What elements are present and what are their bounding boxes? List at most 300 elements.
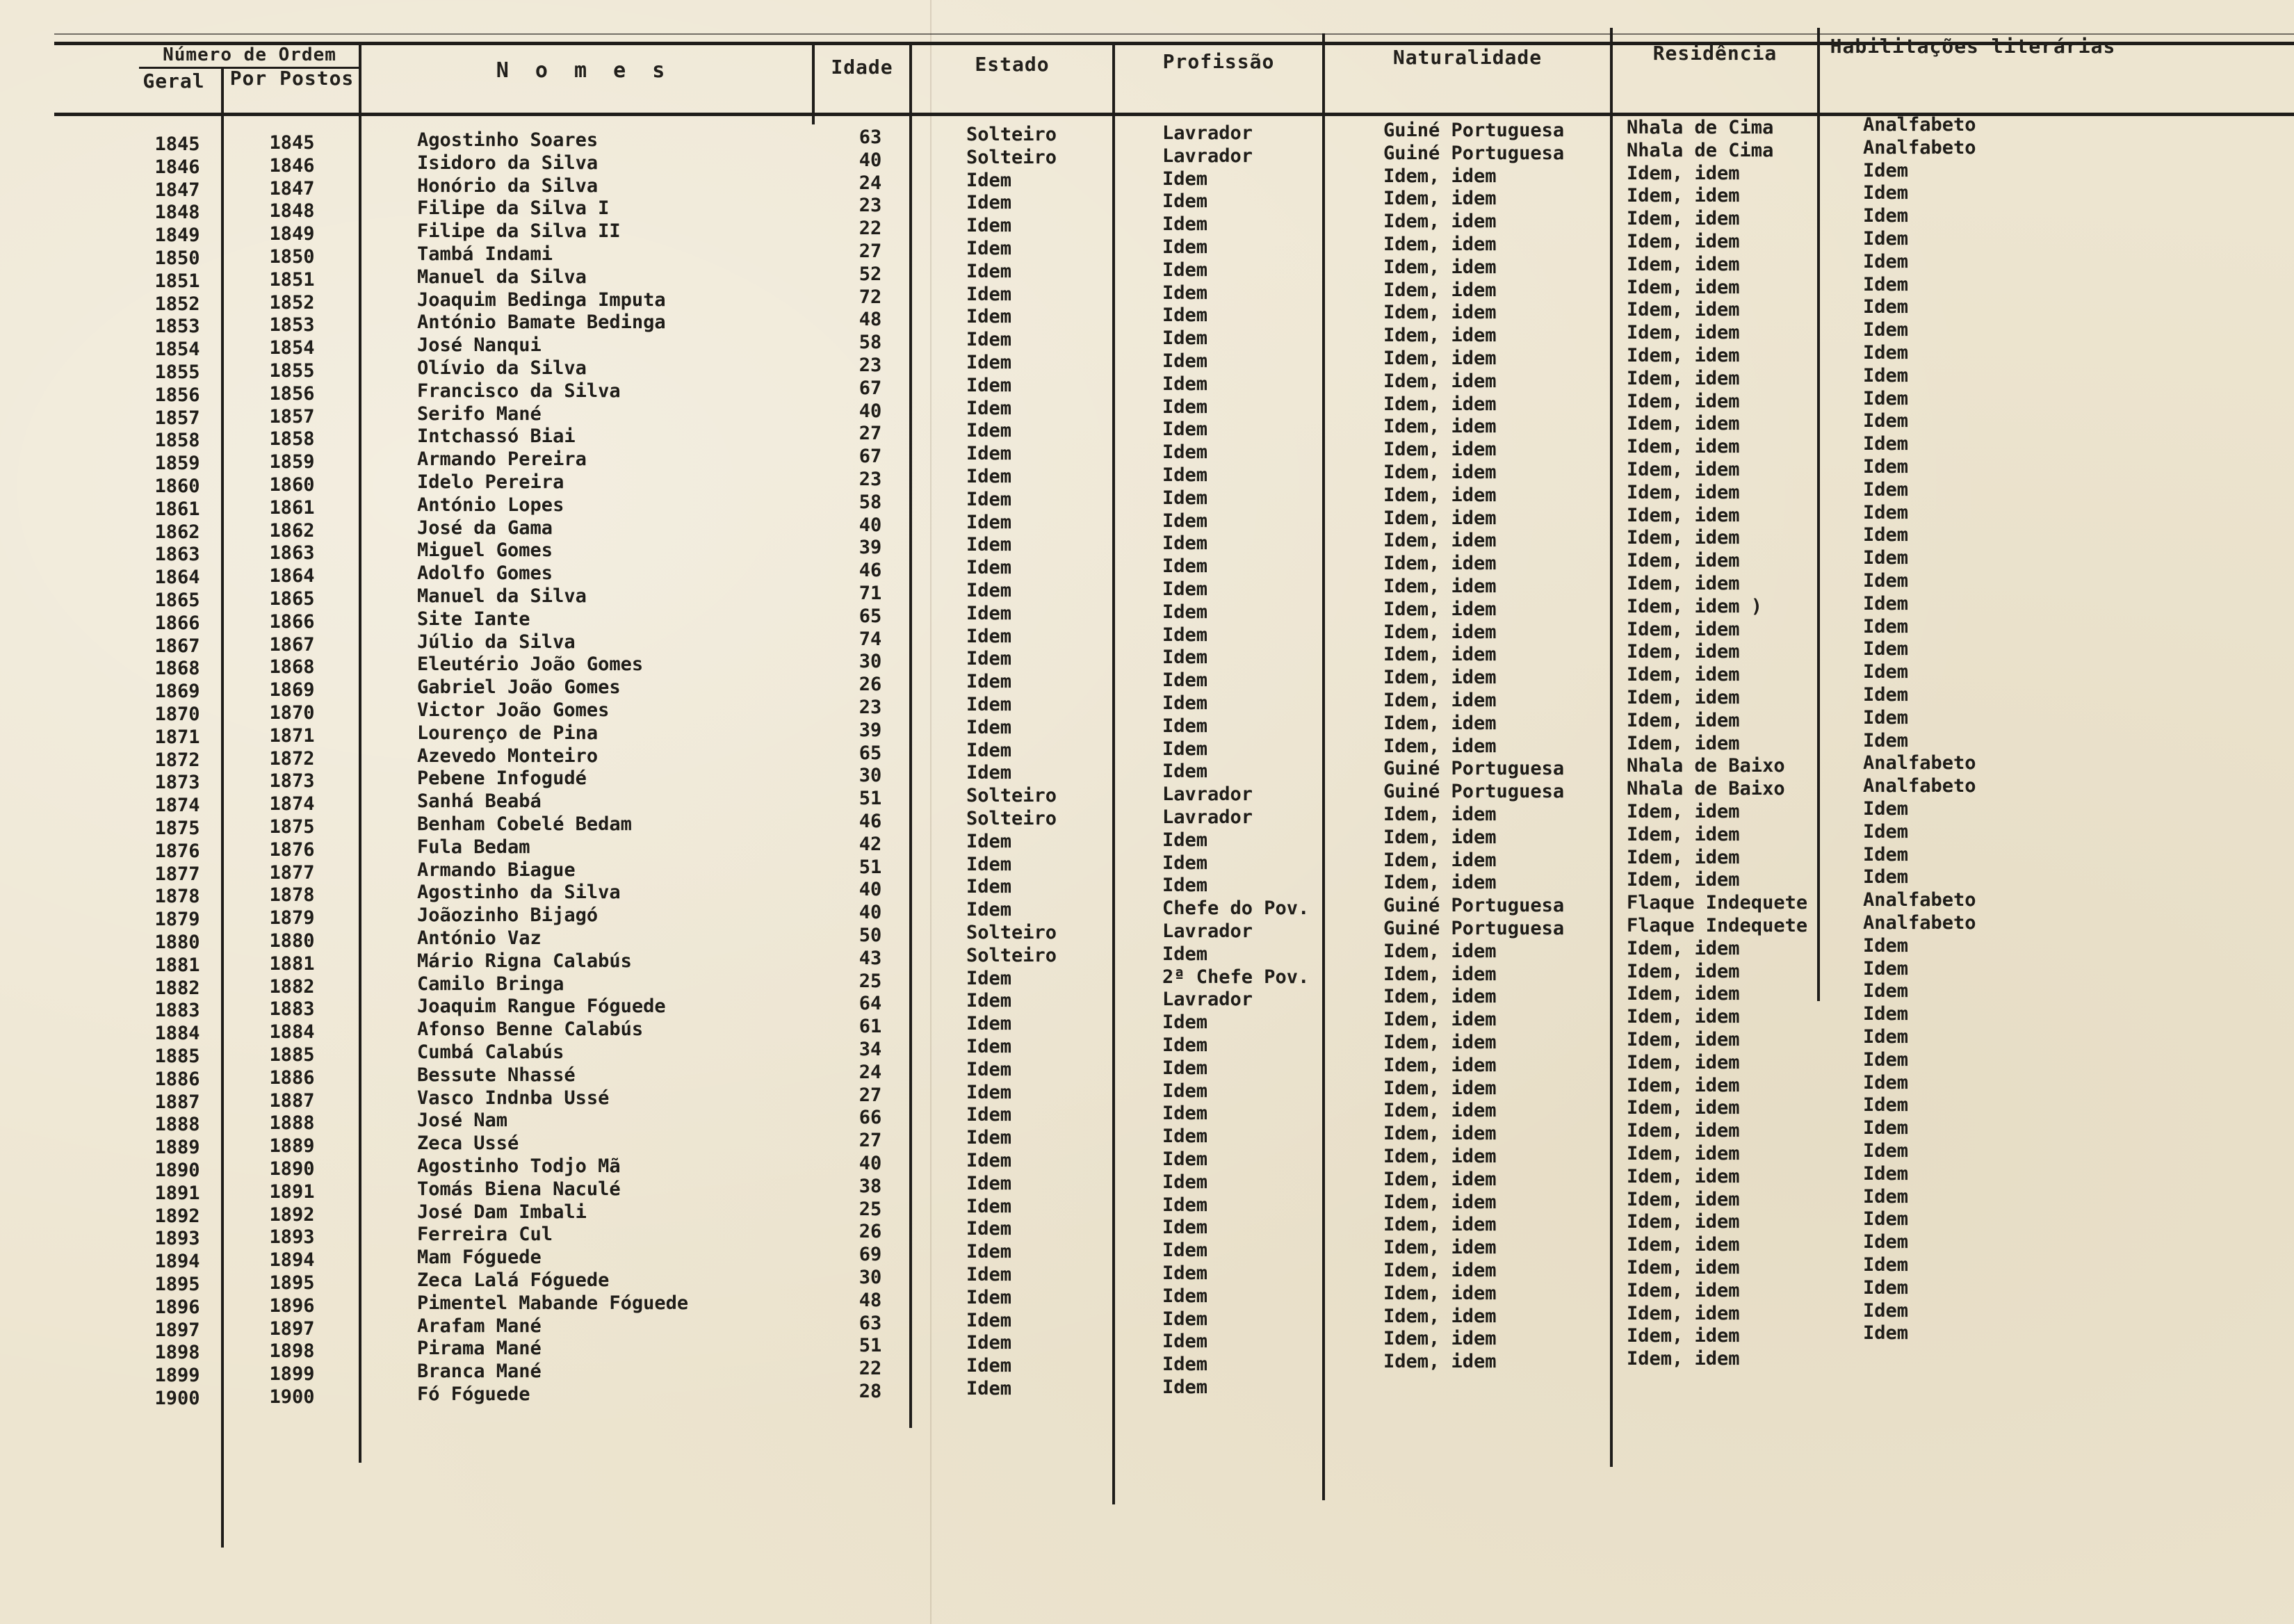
cell-profissao: Idem — [1162, 555, 1208, 578]
cell-idade: 25 — [859, 1198, 882, 1220]
cell-profissao: Idem — [1162, 1148, 1208, 1170]
cell-habilitacoes: Idem — [1863, 957, 1909, 980]
cell-naturalidade: Idem, idem — [1383, 1282, 1497, 1304]
header-nomes: N o m e s — [496, 58, 672, 83]
cell-estado: Idem — [966, 511, 1012, 533]
cell-residencia: Idem, idem — [1627, 185, 1740, 207]
cell-nome: Fó Fóguede — [417, 1383, 530, 1405]
cell-naturalidade: Idem, idem — [1383, 1146, 1497, 1167]
cell-nome: Cumbá Calabús — [417, 1041, 564, 1063]
cell-geral: 1857 — [154, 407, 200, 429]
cell-residencia: Nhala de Cima — [1627, 117, 1774, 138]
cell-nome: Ferreira Cul — [417, 1224, 553, 1246]
cell-postos: 1885 — [269, 1044, 315, 1066]
cell-profissao: Idem — [1162, 304, 1208, 327]
cell-nome: Joaquim Bedinga Imputa — [417, 289, 666, 311]
cell-habilitacoes: Idem — [1863, 1117, 1909, 1139]
cell-profissao: Idem — [1162, 441, 1208, 464]
cell-postos: 1860 — [269, 474, 315, 496]
cell-profissao: Idem — [1162, 1103, 1208, 1125]
cell-idade: 66 — [859, 1107, 882, 1129]
cell-naturalidade: Idem, idem — [1383, 256, 1497, 278]
cell-residencia: Idem, idem — [1627, 573, 1740, 594]
col-rule-residencia — [1610, 28, 1613, 1467]
cell-profissao: Idem — [1162, 624, 1208, 646]
cell-habilitacoes: Idem — [1863, 661, 1909, 683]
cell-residencia: Idem, idem — [1627, 550, 1740, 572]
cell-postos: 1891 — [269, 1180, 315, 1203]
cell-naturalidade: Idem, idem — [1383, 667, 1497, 689]
cell-postos: 1848 — [269, 200, 315, 222]
cell-estado: Idem — [966, 238, 1012, 259]
cell-idade: 24 — [859, 1061, 882, 1083]
cell-residencia: Idem, idem — [1627, 709, 1740, 731]
cell-idade: 65 — [859, 605, 882, 627]
cell-geral: 1895 — [154, 1274, 200, 1295]
cell-profissao: Idem — [1162, 1331, 1208, 1353]
cell-habilitacoes: Idem — [1863, 934, 1909, 957]
cell-naturalidade: Idem, idem — [1383, 804, 1497, 825]
cell-residencia: Idem, idem ) — [1627, 595, 1763, 617]
cell-residencia: Idem, idem — [1627, 960, 1740, 982]
cell-residencia: Flaque Indequete — [1627, 892, 1808, 914]
cell-estado: Idem — [966, 488, 1012, 510]
cell-estado: Idem — [966, 739, 1012, 761]
cell-habilitacoes: Idem — [1863, 1003, 1909, 1025]
cell-estado: Idem — [966, 1013, 1012, 1035]
cell-profissao: Lavrador — [1162, 145, 1253, 167]
cell-geral: 1861 — [154, 498, 200, 520]
cell-nome: Tambá Indami — [417, 243, 553, 265]
cell-naturalidade: Idem, idem — [1383, 1328, 1497, 1350]
cell-naturalidade: Idem, idem — [1383, 507, 1497, 529]
cell-idade: 34 — [859, 1039, 882, 1060]
cell-postos: 1879 — [269, 907, 315, 929]
cell-residencia: Idem, idem — [1627, 504, 1740, 526]
cell-profissao: Idem — [1162, 829, 1208, 851]
cell-idade: 58 — [859, 332, 882, 354]
cell-postos: 1876 — [269, 838, 315, 861]
cell-idade: 27 — [859, 1084, 882, 1106]
cell-habilitacoes: Idem — [1863, 319, 1909, 341]
cell-naturalidade: Guiné Portuguesa — [1383, 781, 1565, 803]
cell-idade: 51 — [859, 788, 882, 810]
cell-postos: 1884 — [269, 1021, 315, 1044]
cell-naturalidade: Idem, idem — [1383, 234, 1497, 255]
cell-estado: Idem — [966, 1218, 1012, 1240]
cell-residencia: Idem, idem — [1627, 276, 1740, 298]
cell-nome: Filipe da Silva II — [417, 220, 621, 243]
cell-nome: Isidoro da Silva — [417, 152, 599, 174]
cell-geral: 1864 — [154, 567, 200, 589]
cell-naturalidade: Idem, idem — [1383, 1305, 1497, 1327]
cell-nome: Branca Mané — [417, 1361, 542, 1383]
cell-geral: 1865 — [154, 590, 200, 611]
cell-naturalidade: Idem, idem — [1383, 690, 1497, 711]
cell-residencia: Idem, idem — [1627, 1188, 1740, 1210]
cell-postos: 1856 — [269, 382, 315, 405]
cell-estado: Idem — [966, 1150, 1012, 1171]
cell-profissao: Idem — [1162, 327, 1208, 350]
cell-idade: 63 — [859, 127, 882, 148]
cell-profissao: 2ª Chefe Pov. — [1162, 966, 1310, 988]
cell-geral: 1866 — [154, 612, 200, 634]
cell-estado: Idem — [966, 374, 1012, 396]
header-por-postos: Por Postos — [229, 67, 355, 90]
cell-habilitacoes: Idem — [1863, 1140, 1909, 1162]
cell-naturalidade: Idem, idem — [1383, 1054, 1497, 1076]
cell-estado: Idem — [966, 762, 1012, 784]
cell-profissao: Idem — [1162, 601, 1208, 623]
cell-geral: 1848 — [154, 202, 200, 224]
cell-habilitacoes: Analfabeto — [1863, 889, 1976, 911]
cell-estado: Idem — [966, 830, 1012, 852]
cell-naturalidade: Idem, idem — [1383, 598, 1497, 620]
cell-habilitacoes: Idem — [1863, 273, 1909, 295]
cell-geral: 1852 — [154, 293, 200, 315]
cell-estado: Idem — [966, 876, 1012, 898]
cell-geral: 1856 — [154, 384, 200, 406]
cell-residencia: Idem, idem — [1627, 1074, 1740, 1096]
cell-residencia: Idem, idem — [1627, 801, 1740, 822]
cell-naturalidade: Idem, idem — [1383, 462, 1497, 483]
cell-nome: Agostinho da Silva — [417, 882, 621, 904]
cell-profissao: Idem — [1162, 578, 1208, 600]
cell-nome: Arafam Mané — [417, 1315, 542, 1337]
cell-nome: Pimentel Mabande Fóguede — [417, 1292, 689, 1314]
cell-nome: Manuel da Silva — [417, 266, 587, 288]
cell-geral: 1863 — [154, 544, 200, 566]
cell-habilitacoes: Idem — [1863, 433, 1909, 455]
cell-idade: 25 — [859, 970, 882, 992]
header-estado: Estado — [975, 53, 1050, 76]
cell-profissao: Chefe do Pov. — [1162, 898, 1310, 920]
cell-geral: 1874 — [154, 795, 200, 817]
cell-geral: 1886 — [154, 1068, 200, 1090]
cell-profissao: Idem — [1162, 669, 1208, 692]
cell-naturalidade: Idem, idem — [1383, 621, 1497, 643]
cell-idade: 48 — [859, 1289, 882, 1311]
cell-postos: 1894 — [269, 1249, 315, 1272]
cell-idade: 39 — [859, 537, 882, 559]
cell-idade: 30 — [859, 765, 882, 787]
cell-habilitacoes: Idem — [1863, 296, 1909, 318]
cell-habilitacoes: Idem — [1863, 456, 1909, 478]
cell-estado: Idem — [966, 625, 1012, 647]
cell-estado: Idem — [966, 967, 1012, 989]
cell-profissao: Idem — [1162, 715, 1208, 737]
cell-estado: Idem — [966, 602, 1012, 624]
cell-estado: Idem — [966, 260, 1012, 282]
cell-habilitacoes: Idem — [1863, 1231, 1909, 1253]
cell-postos: 1899 — [269, 1363, 315, 1386]
cell-postos: 1890 — [269, 1158, 315, 1180]
cell-profissao: Idem — [1162, 738, 1208, 760]
cell-postos: 1866 — [269, 610, 315, 633]
cell-residencia: Idem, idem — [1627, 846, 1740, 868]
cell-estado: Idem — [966, 1355, 1012, 1377]
cell-naturalidade: Idem, idem — [1383, 1237, 1497, 1259]
cell-geral: 1867 — [154, 635, 200, 657]
cell-habilitacoes: Idem — [1863, 228, 1909, 250]
cell-postos: 1882 — [269, 975, 315, 998]
cell-estado: Idem — [966, 466, 1012, 487]
cell-nome: Lourenço de Pina — [417, 722, 599, 744]
cell-idade: 27 — [859, 1130, 882, 1152]
cell-nome: Victor João Gomes — [417, 699, 610, 721]
cell-estado: Idem — [966, 443, 1012, 465]
cell-postos: 1898 — [269, 1340, 315, 1363]
cell-residencia: Idem, idem — [1627, 299, 1740, 321]
cell-habilitacoes: Idem — [1863, 592, 1909, 615]
cell-idade: 72 — [859, 286, 882, 308]
cell-estado: Idem — [966, 990, 1012, 1012]
cell-estado: Idem — [966, 397, 1012, 419]
cell-residencia: Idem, idem — [1627, 1279, 1740, 1301]
cell-naturalidade: Idem, idem — [1383, 712, 1497, 734]
cell-postos: 1886 — [269, 1066, 315, 1089]
cell-residencia: Idem, idem — [1627, 1006, 1740, 1028]
cell-naturalidade: Idem, idem — [1383, 165, 1497, 187]
cell-nome: Pebene Infogudé — [417, 768, 587, 790]
cell-habilitacoes: Analfabeto — [1863, 912, 1976, 934]
cell-residencia: Idem, idem — [1627, 253, 1740, 275]
cell-habilitacoes: Idem — [1863, 684, 1909, 706]
cell-nome: Pirama Mané — [417, 1338, 542, 1360]
cell-geral: 1871 — [154, 726, 200, 748]
cell-naturalidade: Idem, idem — [1383, 348, 1497, 369]
cell-habilitacoes: Idem — [1863, 1048, 1909, 1071]
cell-geral: 1891 — [154, 1182, 200, 1204]
cell-estado: Idem — [966, 1081, 1012, 1103]
cell-residencia: Idem, idem — [1627, 618, 1740, 640]
cell-geral: 1854 — [154, 339, 200, 361]
cell-postos: 1849 — [269, 223, 315, 245]
cell-naturalidade: Idem, idem — [1383, 1077, 1497, 1099]
cell-geral: 1894 — [154, 1251, 200, 1273]
cell-geral: 1898 — [154, 1342, 200, 1364]
cell-geral: 1873 — [154, 772, 200, 794]
cell-naturalidade: Idem, idem — [1383, 1351, 1497, 1373]
cell-profissao: Idem — [1162, 487, 1208, 509]
cell-habilitacoes: Idem — [1863, 182, 1909, 204]
cell-naturalidade: Idem, idem — [1383, 1123, 1497, 1145]
cell-geral: 1897 — [154, 1319, 200, 1341]
cell-habilitacoes: Idem — [1863, 570, 1909, 592]
cell-postos: 1875 — [269, 816, 315, 838]
cell-geral: 1890 — [154, 1160, 200, 1181]
cell-estado: Idem — [966, 1264, 1012, 1285]
cell-habilitacoes: Idem — [1863, 615, 1909, 638]
cell-habilitacoes: Idem — [1863, 980, 1909, 1002]
header-idade: Idade — [831, 56, 893, 79]
cell-estado: Solteiro — [966, 922, 1057, 943]
cell-profissao: Idem — [1162, 1080, 1208, 1102]
cell-estado: Solteiro — [966, 124, 1057, 145]
cell-geral: 1875 — [154, 818, 200, 839]
cell-postos: 1865 — [269, 588, 315, 610]
cell-estado: Idem — [966, 671, 1012, 693]
cell-geral: 1889 — [154, 1137, 200, 1159]
cell-idade: 23 — [859, 697, 882, 718]
cell-naturalidade: Idem, idem — [1383, 279, 1497, 301]
cell-residencia: Idem, idem — [1627, 1143, 1740, 1164]
cell-habilitacoes: Idem — [1863, 478, 1909, 501]
cell-nome: Manuel da Silva — [417, 585, 587, 607]
cell-naturalidade: Idem, idem — [1383, 188, 1497, 210]
cell-idade: 38 — [859, 1175, 882, 1197]
cell-naturalidade: Idem, idem — [1383, 393, 1497, 415]
cell-geral: 1880 — [154, 932, 200, 953]
cell-estado: Idem — [966, 648, 1012, 670]
cell-idade: 51 — [859, 1335, 882, 1357]
cell-residencia: Idem, idem — [1627, 208, 1740, 230]
cell-geral: 1858 — [154, 430, 200, 452]
cell-geral: 1859 — [154, 453, 200, 475]
header-residencia: Residência — [1652, 42, 1778, 65]
cell-nome: Idelo Pereira — [417, 471, 564, 493]
cell-nome: José Dam Imbali — [417, 1201, 587, 1223]
cell-postos: 1851 — [269, 268, 315, 291]
cell-estado: Idem — [966, 1332, 1012, 1354]
cell-postos: 1850 — [269, 246, 315, 268]
cell-estado: Idem — [966, 1058, 1012, 1080]
col-rule-estado — [909, 44, 912, 1428]
cell-estado: Idem — [966, 557, 1012, 579]
cell-postos: 1863 — [269, 542, 315, 565]
cell-residencia: Idem, idem — [1627, 937, 1740, 959]
cell-idade: 23 — [859, 195, 882, 217]
cell-residencia: Idem, idem — [1627, 413, 1740, 435]
cell-habilitacoes: Idem — [1863, 706, 1909, 729]
cell-geral: 1885 — [154, 1046, 200, 1067]
cell-habilitacoes: Idem — [1863, 410, 1909, 432]
cell-naturalidade: Guiné Portuguesa — [1383, 142, 1565, 164]
cell-profissao: Idem — [1162, 168, 1208, 190]
cell-nome: José Nanqui — [417, 334, 542, 357]
cell-habilitacoes: Idem — [1863, 1094, 1909, 1116]
cell-habilitacoes: Analfabeto — [1863, 775, 1976, 797]
cell-geral: 1893 — [154, 1228, 200, 1250]
cell-profissao: Lavrador — [1162, 783, 1253, 806]
cell-nome: Intchassó Biai — [417, 425, 576, 448]
cell-geral: 1879 — [154, 909, 200, 931]
cell-profissao: Idem — [1162, 1194, 1208, 1216]
cell-profissao: Idem — [1162, 213, 1208, 236]
cell-naturalidade: Idem, idem — [1383, 986, 1497, 1008]
cell-habilitacoes: Idem — [1863, 820, 1909, 843]
cell-estado: Idem — [966, 1241, 1012, 1263]
cell-nome: Tomás Biena Naculé — [417, 1178, 621, 1200]
cell-residencia: Idem, idem — [1627, 823, 1740, 845]
cell-naturalidade: Idem, idem — [1383, 439, 1497, 461]
cell-naturalidade: Idem, idem — [1383, 1168, 1497, 1190]
cell-nome: Bessute Nhassé — [417, 1064, 576, 1086]
cell-estado: Idem — [966, 169, 1012, 191]
cell-profissao: Idem — [1162, 1034, 1208, 1056]
cell-habilitacoes: Idem — [1863, 1208, 1909, 1231]
cell-residencia: Idem, idem — [1627, 436, 1740, 458]
cell-postos: 1862 — [269, 519, 315, 542]
cell-nome: Armando Biague — [417, 859, 576, 881]
cell-geral: 1888 — [154, 1114, 200, 1136]
cell-postos: 1869 — [269, 679, 315, 701]
cell-habilitacoes: Idem — [1863, 638, 1909, 660]
cell-profissao: Idem — [1162, 1377, 1208, 1398]
cell-habilitacoes: Idem — [1863, 729, 1909, 752]
cell-estado: Idem — [966, 306, 1012, 328]
cell-postos: 1852 — [269, 291, 315, 314]
cell-profissao: Idem — [1162, 190, 1208, 213]
cell-residencia: Idem, idem — [1627, 345, 1740, 366]
cell-estado: Idem — [966, 580, 1012, 601]
cell-profissao: Idem — [1162, 350, 1208, 372]
cell-idade: 58 — [859, 491, 882, 513]
cell-idade: 40 — [859, 400, 882, 422]
cell-estado: Idem — [966, 283, 1012, 305]
cell-habilitacoes: Idem — [1863, 1276, 1909, 1299]
bleed-through-area — [2044, 0, 2294, 1624]
cell-naturalidade: Idem, idem — [1383, 553, 1497, 575]
cell-nome: Francisco da Silva — [417, 380, 621, 402]
cell-residencia: Idem, idem — [1627, 664, 1740, 686]
cell-geral: 1847 — [154, 179, 200, 201]
cell-geral: 1881 — [154, 954, 200, 976]
cell-geral: 1860 — [154, 476, 200, 497]
cell-nome: Zeca Lalá Fóguede — [417, 1269, 610, 1291]
cell-residencia: Idem, idem — [1627, 1325, 1740, 1347]
cell-idade: 40 — [859, 149, 882, 171]
cell-residencia: Idem, idem — [1627, 869, 1740, 891]
cell-residencia: Idem, idem — [1627, 367, 1740, 389]
cell-nome: Mário Rigna Calabús — [417, 950, 632, 972]
cell-profissao: Lavrador — [1162, 989, 1253, 1011]
cell-residencia: Idem, idem — [1627, 527, 1740, 549]
cell-habilitacoes: Idem — [1863, 501, 1909, 523]
cell-geral: 1899 — [154, 1365, 200, 1387]
cell-profissao: Idem — [1162, 373, 1208, 395]
cell-idade: 27 — [859, 423, 882, 445]
cell-idade: 71 — [859, 583, 882, 604]
cell-naturalidade: Idem, idem — [1383, 1009, 1497, 1031]
cell-estado: Idem — [966, 192, 1012, 214]
cell-geral: 1846 — [154, 156, 200, 178]
cell-residencia: Idem, idem — [1627, 1165, 1740, 1187]
cell-profissao: Idem — [1162, 1217, 1208, 1239]
cell-geral: 1872 — [154, 749, 200, 771]
cell-estado: Idem — [966, 694, 1012, 715]
cell-nome: Vasco Indnba Ussé — [417, 1087, 610, 1109]
col-rule-naturalidade — [1322, 33, 1325, 1500]
cell-naturalidade: Idem, idem — [1383, 1032, 1497, 1053]
cell-residencia: Idem, idem — [1627, 1348, 1740, 1370]
cell-profissao: Idem — [1162, 943, 1208, 965]
cell-residencia: Idem, idem — [1627, 1234, 1740, 1256]
cell-postos: 1881 — [269, 952, 315, 975]
cell-nome: Site Iante — [417, 608, 530, 630]
cell-habilitacoes: Idem — [1863, 387, 1909, 409]
cell-idade: 46 — [859, 560, 882, 582]
cell-idade: 63 — [859, 1312, 882, 1334]
cell-naturalidade: Guiné Portuguesa — [1383, 758, 1565, 780]
cell-estado: Idem — [966, 420, 1012, 442]
cell-nome: Sanhá Beabá — [417, 790, 542, 813]
cell-profissao: Idem — [1162, 282, 1208, 304]
cell-idade: 52 — [859, 263, 882, 285]
cell-habilitacoes: Idem — [1863, 524, 1909, 546]
cell-nome: Afonso Benne Calabús — [417, 1018, 644, 1041]
cell-postos: 1892 — [269, 1203, 315, 1226]
